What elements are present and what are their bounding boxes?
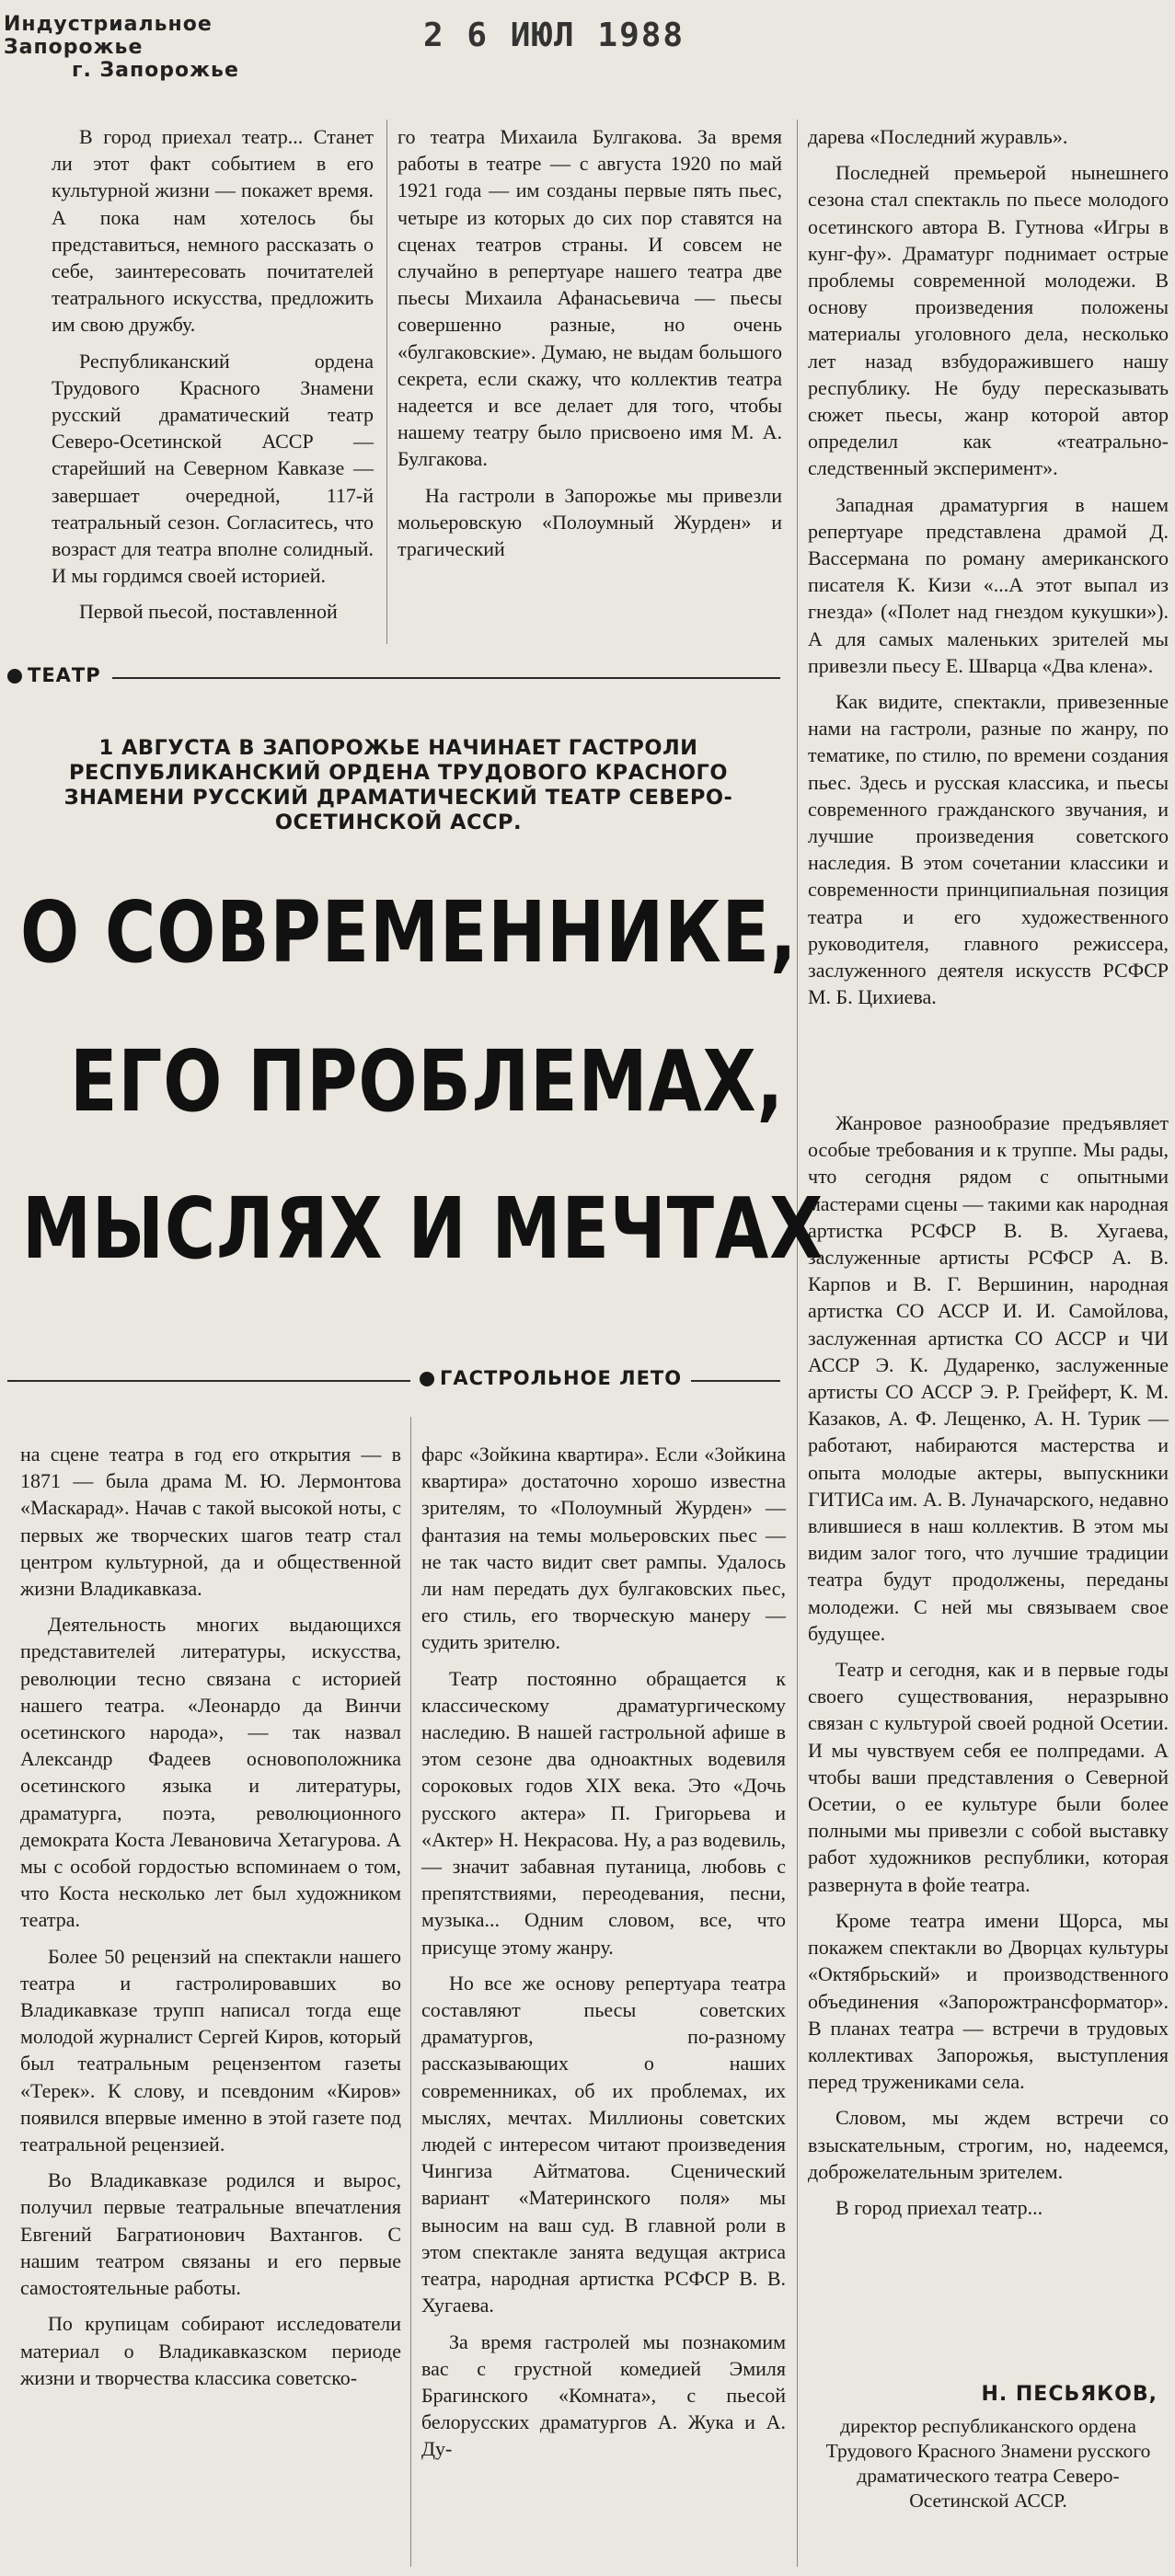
lead-paragraph: 1 АВГУСТА В ЗАПОРОЖЬЕ НАЧИНАЕТ ГАСТРОЛИ РЕСПУБЛИКАНСКИЙ ОРДЕНА ТРУДОВОГО КРАСНОГО ЗНАМЕНИ РУССКИЙ ДРАМАТИЧЕСКИЙ ТЕАТР СЕВЕРО-ОСЕТИНСКОЙ АССР. [63, 736, 733, 834]
paragraph: дарева «Последний журавль». [808, 125, 1068, 148]
headline-line-1: О СОВРЕМЕННИКЕ, [20, 883, 798, 982]
rubric-theatre-label: ТЕАТР [28, 664, 101, 686]
paragraph: фарс «Зойкина квартира». Если «Зойкина квартира» достаточно хорошо известна зрителям, то «Полоумный Журден» — фантазия на темы мольеровских пьес — не так часто видит свет рампы. Удалось ли нам передать дух булгаковских пьес, его стиль, его творческую манеру — судить зрителю. [421, 1443, 786, 1654]
top-column-1 [52, 123, 374, 635]
paragraph: Кроме театра имени Щорса, мы покажем спектакли во Дворцах культуры «Октябрьский» и производственного объединения «Запорожтрансформатор». В планах театра — встречи в трудовых коллективах Запорожья, выступления перед тружениками села. [808, 1908, 1169, 2094]
paragraph: Западная драматургия в нашем репертуаре представлена драмой Д. Вассермана по роману американского писателя К. Кизи «...А этот выпал из гнезда» («Полет над гнездом кукушки»). А для самых маленьких зрителей мы привезли пьесу Е. Шварца «Два клена». [808, 492, 1169, 677]
paragraph: Но все же основу репертуара театра составляют пьесы советских драматургов, по-разному рассказывающих о наших современниках, об их проблемах, их мыслях, мечтах. Миллионы советских людей с интересом читают произведения Чингиза Айтматова. Сценический вариант «Материнского поля» мы выносим на ваш суд. В главной роли в этом спектакле занята ведущая актриса театра, народная артистка РСФСР В. В. Хугаева. [421, 1971, 786, 2317]
rubric-theatre [7, 664, 112, 686]
paragraph: В город приехал театр... Станет ли этот факт событием в его культурной жизни — покажет время. А пока нам хотелось бы представиться, немного рассказать о себе, заинтересовать почитателей театрального искусства, предложить им свою дружбу. [52, 125, 374, 337]
masthead-city: г. Запорожье [72, 59, 239, 82]
paragraph: В город приехал театр... [835, 2195, 1043, 2219]
paragraph: Первой пьесой, поставленной [79, 600, 338, 624]
bottom-column-1 [20, 1441, 401, 2400]
paragraph: Жанровое разнообразие предъявляет особые требования и к труппе. Мы рады, что сегодня рядом с опытными мастерами сцены — такими как народная артистка РСФСР В. В. Хугаева, заслуженные артисты РСФСР А. В. Карпов и В. Г. Вершинин, народная артистка СО АССР И. И. Самойлова, заслуженная артистка СО АССР и ЧИ АССР Э. К. Дударенко, заслуженные артисты СО АССР Э. Р. Грейферт, К. М. Казаков, А. Ф. Лещенко, А. Н. Турик — работают, набираются мастерства и опыта молодые актеры, выпускники ГИТИСа им. А. В. Луначарского, недавно влившиеся в наш коллектив. В этом мы видим залог того, что лучшие традиции театра будут продолжены, переданы молодежи. С ней мы связываем свое будущее. [808, 1111, 1169, 1645]
paragraph: Деятельность многих выдающихся представителей литературы, искусства, революции тесно связана с историей нашего театра. «Леонардо да Винчи осетинского народа», — так назвал Александр Фадеев основоположника осетинского языка и литературы, драматурга, поэта, революционного демократа Коста Левановича Хетагурова. А мы с особой гордостью вспоминаем о том, что Коста несколько лет был художником театра. [20, 1613, 401, 1932]
column-divider [410, 1417, 411, 2567]
paragraph: Во Владикавказе родился и вырос, получил первые театральные впечатления Евгений Багратионович Вахтангов. С нашим театром связаны и его первые самостоятельные работы. [20, 2168, 401, 2300]
paragraph: Последней премьерой нынешнего сезона стал спектакль по пьесе молодого осетинского автора В. Гутнова «Игры в кунг-фу». Драматург поднимает острые проблемы современной молодежи. В основу произведения положены материалы уголовного дела, несколько лет назад взбудоражившего нашу республику. Не буду пересказывать сюжет пьесы, жанр которой автор определил как «театрально-следственный эксперимент». [808, 161, 1169, 480]
headline-line-2: ЕГО ПРОБЛЕМАХ, [70, 1032, 785, 1131]
paragraph: На гастроли в Запорожье мы привезли мольеровскую «Полоумный Журден» и трагический [397, 483, 782, 561]
rubric-tour-label: ГАСТРОЛЬНОЕ ЛЕТО [440, 1367, 683, 1389]
paragraph: на сцене театра в год его открытия — в 1871 — была драма М. Ю. Лермонтова «Маскарад». Начав с такой высокой ноты, с первых же творческих шагов театр стал центром культурной, да и общественной жизни Владикавказа. [20, 1443, 401, 1601]
column-divider [386, 120, 387, 644]
masthead-paper-name: Индустриальное Запорожье [4, 13, 213, 59]
author-position: директор республиканского ордена Трудового Красного Знамени русского драматического театра Северо-Осетинской АССР. [825, 2415, 1151, 2512]
top-column-2 [397, 123, 782, 571]
rubric-tour [410, 1367, 691, 1389]
column-divider [797, 120, 798, 2567]
bottom-column-2 [421, 1441, 786, 2472]
right-column-top [808, 123, 1169, 1020]
paragraph: За время гастролей мы познакомим вас с грустной комедией Эмиля Брагинского «Комната», с пьесой белорусских драматургов А. Жука и А. Ду- [421, 2329, 786, 2461]
paragraph: По крупицам собирают исследователи материал о Владикавказском периоде жизни и творчества классика советско- [20, 2312, 401, 2389]
paragraph: Республиканский ордена Трудового Красного Знамени русский драматический театр Северо-Осетинской АССР — старейший на Северном Кавказе — завершает очередной, 117-й театральный сезон. Согласитесь, что возраст для театра вполне солидный. И мы гордимся своей историей. [52, 349, 374, 588]
paragraph: го театра Михаила Булгакова. За время работы в театре — с августа 1920 по май 1921 года — им созданы первые пять пьес, четыре из которых до сих пор ставятся на сценах театров страны. И совсем не случайно в репертуаре нашего театра две пьесы Михаила Афанасьевича — пьесы совершенно разные, но очень «булгаковские». Думаю, не выдам большого секрета, если скажу, что коллектив театра надеется и все делает для того, чтобы нашему театру было присвоено имя М. А. Булгакова. [397, 125, 782, 471]
date-stamp: 2 6 ИЮЛ 1988 [423, 17, 685, 54]
paragraph: Словом, мы ждем встречи со взыскательным, строгим, но, надеемся, доброжелательным зрителем. [808, 2106, 1169, 2183]
right-column-mid [808, 1110, 1169, 2230]
bullet-icon [420, 1372, 434, 1386]
paragraph: Как видите, спектакли, привезенные нами на гастроли, разные по жанру, по тематике, по стилю, по времени создания пьес. Здесь и русская классика, и пьесы современного гражданского звучания, и лучшие произведения советского наследия. В этом сочетании классики и современности принципиальная позиция театра и его художественного руководителя, главного режиссера, заслуженного деятеля искусств РСФСР М. Б. Цихиева. [808, 690, 1169, 1009]
paragraph: Театр постоянно обращается к классическому драматургическому наследию. В нашей гастрольной афише в этом сезоне два одноактных водевиля сороковых годов XIX века. Это «Дочь русского актера» П. Григорьева и «Актер» Н. Некрасова. Ну, а раз водевиль, — значит забавная путаница, любовь с препятствиями, переодевания, песни, музыка... Одним словом, все, что присуще этому жанру. [421, 1666, 786, 1959]
bullet-icon [7, 669, 22, 684]
headline-line-3: МЫСЛЯХ И МЕЧТАХ [22, 1179, 824, 1278]
rubric-rule [7, 677, 780, 679]
paragraph: Театр и сегодня, как и в первые годы своего существования, неразрывно связан с культурой своей родной Осетии. И мы чувствуем себя ее полпредами. А чтобы ваши представления о Северной Осетии, о ее культуре были более полными мы привезли с собой выставку работ художников республики, которая развернута в фойе театра. [808, 1658, 1169, 1896]
paragraph: Более 50 рецензий на спектакли нашего театра и гастролировавших во Владикавказе трупп написал тогда еще молодой журналист Сергей Киров, который был театральным рецензентом газеты «Терек». К слову, и псевдоним «Киров» появился впервые именно в этой газете под театральной рецензией. [20, 1944, 401, 2156]
author-name: Н. ПЕСЬЯКОВ, [981, 2383, 1158, 2406]
